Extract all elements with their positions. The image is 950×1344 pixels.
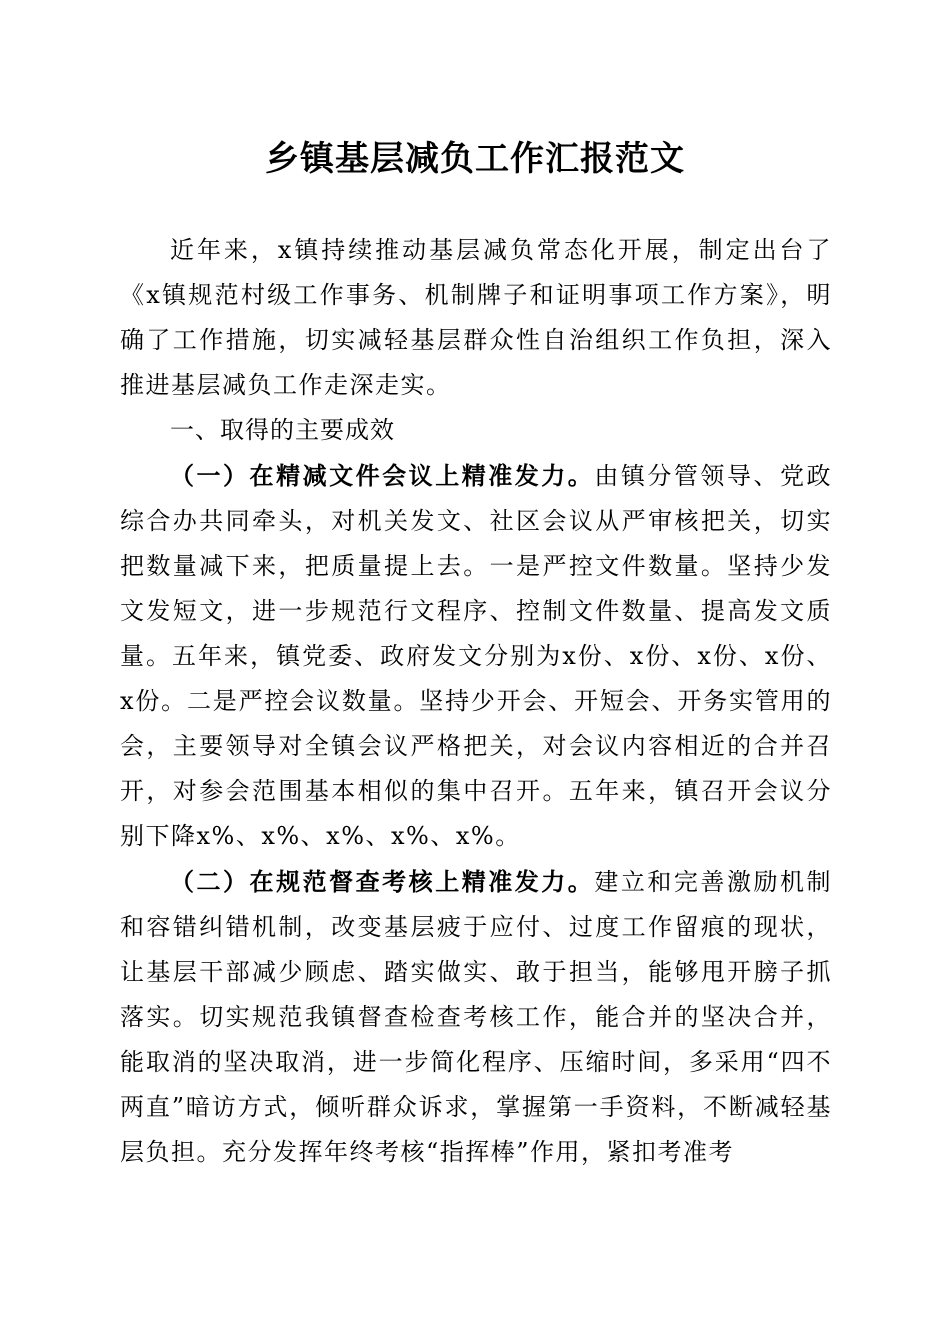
section-heading: 一、取得的主要成效 [170,416,395,444]
item-1-lead: （一）在精减文件会议上精准发力。 [170,461,595,490]
document-title: 乡镇基层减负工作汇报范文 [265,139,685,179]
item-2-paragraph [120,859,832,1175]
item-1-paragraph [120,453,832,859]
intro-paragraph: 近年来，x镇持续推动基层减负常态化开展，制定出台了《x镇规范村级工作事务、机制牌子和证明事项工作方案》，明确了工作措施，切实减轻基层群众性自治组织工作负担，深入推进基层减负工作走深走实。 [120,236,832,399]
item-1-body: 由镇分管领导、党政综合办共同牵头，对机关发文、社区会议从严审核把关，切实把数量减下来，把质量提上去。一是严控文件数量。坚持少发文发短文，进一步规范行文程序、控制文件数量、提高发文质量。五年来，镇党委、政府发文分别为x份、x份、x份、x份、x份。二是严控会议数量。坚持少开会、开短会、开务实管用的会，主要领导对全镇会议严格把关，对会议内容相近的合并召开，对参会范围基本相似的集中召开。五年来，镇召开会议分别下降x%、x%、x%、x%、x%。 [120,462,833,850]
item-2-body: 建立和完善激励机制和容错纠错机制，改变基层疲于应付、过度工作留痕的现状，让基层干部减少顾虑、踏实做实、敢于担当，能够甩开膀子抓落实。切实规范我镇督查检查考核工作，能合并的坚决合并，能取消的坚决取消，进一步简化程序、压缩时间，多采用“四不两直”暗访方式，倾听群众诉求，掌握第一手资料，不断减轻基层负担。充分发挥年终考核“指挥棒”作用，紧扣考准考 [120,868,833,1166]
item-2-lead: （二）在规范督查考核上精准发力。 [170,867,595,896]
document-body [120,228,832,1175]
